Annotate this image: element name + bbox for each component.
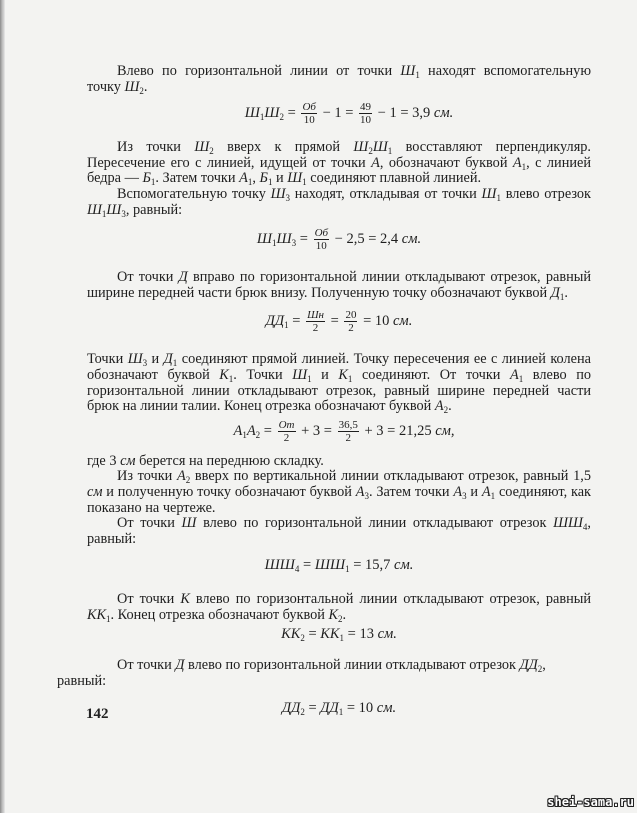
symbol: Ш (124, 78, 140, 95)
text-run: соединяют. От точки (352, 366, 511, 383)
symbol: А (453, 483, 463, 500)
fraction (359, 101, 372, 126)
symbol: К (219, 366, 229, 383)
text-run: берется на переднюю складку. (135, 452, 324, 469)
text-run: влево по горизонтальной линии откладывают отрезок, равный ширине передней части брюк на линии талии. Конец отрезка обозначают буквой (87, 366, 591, 415)
subscript: 1 (490, 490, 496, 501)
text-run: . (342, 606, 347, 623)
text-run: + 3 = 21,25 (364, 422, 432, 439)
text-run: , с линией бедра — (87, 154, 591, 187)
text-run: Точки (87, 351, 128, 368)
text-run: . Конец отрезка обозначают буквой (110, 606, 329, 623)
text-run: вверх к прямой (213, 139, 354, 156)
symbol: Ш (106, 201, 122, 218)
text-run: . (448, 398, 452, 415)
unit: см. (394, 557, 414, 574)
text-run: влево по горизонтальной линии откладывают отрезок (196, 515, 554, 532)
formula (87, 700, 591, 716)
denominator: 10 (303, 114, 315, 127)
paragraph (87, 592, 591, 623)
text-run: и (311, 366, 339, 383)
subscript: 2 (279, 112, 285, 123)
text-run: . Точки (233, 366, 293, 383)
text-run: , (252, 170, 260, 187)
text-run: соединяют, как показано на чертеже. (87, 483, 591, 516)
symbol: Ш (127, 351, 143, 368)
denominator: 2 (312, 322, 319, 335)
subscript: 2 (209, 146, 214, 157)
subscript: 1 (559, 291, 565, 302)
symbol: А (233, 422, 243, 439)
symbol: Ш (264, 105, 280, 122)
subscript: 1 (307, 373, 312, 384)
subscript: 1 (101, 208, 107, 219)
symbol: Ш (270, 185, 286, 202)
symbol: Ш (287, 170, 303, 187)
text-run: , равный: (125, 201, 183, 218)
text-run: вправо по горизонтальной линии откладывают отрезок, равный ширине передней части брюк внизу. Полученную точку обозначают буквой (87, 269, 591, 301)
text-run: Влево по горизонтальной линии от точки (117, 63, 401, 79)
symbol: К (328, 606, 339, 623)
subscript: 3 (291, 237, 297, 248)
numerator: 49 (360, 101, 372, 114)
subscript: 1 (259, 112, 265, 123)
symbol: Д (265, 313, 275, 330)
subscript: 3 (285, 192, 291, 203)
text-run: находят, откладывая от точки (290, 185, 482, 202)
subscript: 1 (415, 70, 420, 80)
symbol: К (338, 366, 348, 383)
symbol: Ш (292, 366, 308, 383)
unit: см. (393, 313, 413, 330)
fraction (344, 309, 357, 334)
subscript: 1 (272, 237, 277, 248)
subscript: 1 (172, 358, 178, 369)
paragraph (87, 64, 591, 95)
fraction (314, 227, 329, 252)
text-run: , (542, 657, 546, 674)
text-run: , обозначают буквой (379, 154, 513, 171)
symbol: Ш (276, 230, 292, 247)
formula: $Ш_1Ш_3$ = $\frac{Об}{10}$ − 2,5 = 2,4 см. (256, 227, 422, 253)
fraction (278, 419, 296, 444)
symbol: Ш (194, 139, 210, 156)
unit: см. (433, 105, 454, 122)
numerator: 36,5 (338, 418, 358, 431)
formula: $ДД_1$ = $\frac{Шн}{2}$ = $\frac{20}{2}$ = 10 см. (265, 309, 413, 335)
text-run: и (147, 351, 164, 368)
subscript: 3 (364, 490, 369, 501)
symbol: КК (320, 626, 340, 643)
fraction (338, 419, 359, 444)
page-number: 142 (86, 706, 109, 722)
text-run: влево по горизонтальной линии откладывают отрезок (184, 657, 520, 674)
unit: см. (377, 626, 397, 643)
unit: см (87, 483, 103, 500)
text-run: , равный: (87, 515, 591, 547)
symbol: Ш (353, 139, 369, 156)
text-run: . (564, 284, 568, 301)
text-run: соединяют прямой линией. Точку пересечения ее с линией колена обозначают буквой (87, 351, 591, 383)
symbol: А (239, 170, 248, 187)
denominator: 2 (283, 431, 290, 444)
symbol: ШШ (264, 557, 295, 574)
symbol: А (355, 483, 365, 500)
text-run: − 1 = 3,9 (377, 105, 431, 122)
symbol: ДД (281, 699, 301, 716)
text-run: От точки (117, 269, 179, 286)
numerator: От (278, 418, 295, 431)
watermark-logo: shei-sama.ru (547, 795, 634, 809)
subscript: 1 (338, 706, 344, 717)
text-run: = 10 (346, 699, 374, 716)
symbol: Ш (87, 201, 102, 218)
text-run: От точки (117, 657, 176, 674)
symbol: Б (142, 170, 151, 187)
subscript: 1 (247, 177, 253, 188)
page-body (57, 63, 592, 717)
symbol: Д (175, 657, 185, 674)
text-run: соединяют плавной линией. (306, 170, 482, 187)
subscript: 1 (339, 633, 345, 644)
symbol: А (510, 366, 519, 383)
subscript: 4 (582, 522, 588, 533)
subscript: 3 (121, 208, 126, 219)
symbol: Д (550, 284, 560, 301)
subscript: 1 (150, 177, 156, 188)
subscript: 2 (443, 405, 449, 416)
symbol: А (434, 398, 444, 415)
subscript: 2 (537, 664, 543, 675)
denominator: 2 (345, 431, 351, 444)
subscript: 2 (368, 146, 373, 157)
text-run: = (308, 626, 317, 643)
denominator: 10 (315, 240, 327, 253)
text-run: влево отрезок (500, 185, 592, 202)
text-run: вверх по вертикальной линии откладывают отрезок, равный 1,5 (190, 468, 591, 485)
symbol: Ш (481, 185, 497, 202)
subscript: 1 (387, 146, 393, 157)
paragraph (87, 140, 591, 187)
subscript: 4 (294, 564, 300, 575)
scan-edge-shadow (0, 0, 5, 813)
subscript: 2 (139, 85, 144, 96)
symbol: КК (281, 626, 301, 643)
text-run: − 2,5 = 2,4 (334, 230, 399, 247)
symbol: Ш (244, 105, 260, 122)
symbol: Ш (372, 139, 388, 156)
fraction (301, 101, 316, 126)
subscript: 1 (228, 373, 234, 384)
text-run: и (466, 483, 482, 500)
numerator: Шн (307, 309, 324, 322)
text-run: = 15,7 (353, 557, 391, 574)
symbol: А (371, 154, 380, 171)
symbol: К (180, 591, 190, 608)
symbol: Д (178, 269, 188, 286)
paragraph (87, 516, 591, 547)
subscript: 2 (300, 633, 305, 644)
subscript: 1 (345, 564, 350, 575)
subscript: 3 (462, 490, 467, 501)
subscript: 3 (142, 358, 148, 369)
text-run: + 3 = (301, 422, 332, 439)
symbol: ШШ (553, 515, 583, 532)
unit: см, (435, 422, 455, 439)
text-run: . Затем точки (155, 170, 240, 187)
formula: $А_1А_2$ = $\frac{От}{2}$ + 3 = $\frac{36,5}{2}$ + 3 = 21,25 см, (233, 418, 455, 444)
subscript: 1 (106, 613, 111, 624)
unit: см. (401, 230, 422, 247)
text-run: = (303, 557, 312, 574)
subscript: 1 (302, 177, 307, 188)
text-run: . (143, 78, 148, 95)
subscript: 1 (518, 373, 524, 384)
symbol: ШШ (314, 557, 346, 574)
symbol: А (512, 154, 522, 171)
text-run: находят вспомогательную точку (87, 63, 592, 95)
text-run: равный: (57, 673, 107, 690)
formula (87, 626, 591, 642)
unit: см (120, 452, 136, 469)
text-run: Из точки (117, 139, 195, 156)
symbol: Ш (256, 230, 272, 247)
symbol: ДД (519, 657, 538, 674)
denominator: 10 (360, 114, 372, 127)
subscript: 1 (242, 429, 247, 440)
symbol: Ш (181, 515, 197, 532)
text-run: = (308, 699, 317, 716)
symbol: А (176, 468, 186, 485)
symbol: Ш (400, 63, 416, 79)
formula: $Ш_1Ш_2$ = $\frac{Об}{10}$ − 1 = $\frac{49}{10}$ − 1 = 3,9 см. (244, 101, 454, 127)
subscript: 2 (300, 706, 305, 717)
text-run: где 3 (87, 452, 121, 469)
paragraph (57, 657, 591, 690)
numerator: Об (314, 227, 329, 240)
symbol: А (246, 422, 256, 439)
paragraph (87, 187, 591, 218)
subscript: 2 (255, 429, 261, 440)
text-run: От точки (117, 591, 181, 608)
text-run: влево по горизонтальной линии откладывают отрезок, равный (189, 591, 591, 608)
numerator: 20 (345, 309, 357, 322)
symbol: ДД (320, 699, 339, 716)
fraction (306, 309, 325, 334)
numerator: Об (302, 101, 316, 114)
subscript: 2 (185, 475, 191, 486)
text-run: От точки (117, 515, 182, 532)
symbol: Д (274, 313, 285, 330)
paragraph (87, 352, 591, 414)
symbol: Б (259, 170, 268, 187)
subscript: 1 (347, 373, 353, 384)
denominator: 2 (348, 322, 354, 335)
text-run: Вспомогательную точку (117, 185, 271, 202)
text-run: = 13 (347, 626, 374, 643)
text-run: Из точки (117, 468, 177, 485)
subscript: 2 (338, 613, 343, 624)
paragraph (87, 469, 591, 516)
text-run: и (272, 170, 288, 187)
symbol: Д (163, 351, 173, 368)
paragraph (87, 454, 591, 470)
unit: см. (376, 699, 397, 716)
text-run: и полученную точку обозначают буквой (102, 483, 356, 500)
text-run: восставляют перпендикуляр. Пересечение его с линией, идущей от точки (87, 139, 591, 171)
subscript: 1 (496, 192, 501, 203)
text-run: = 10 (363, 313, 390, 330)
subscript: 1 (521, 161, 527, 172)
formula (87, 557, 591, 573)
symbol: КК (87, 606, 106, 623)
text-run: = (330, 313, 339, 330)
text-run: . Затем точки (368, 483, 454, 500)
subscript: 1 (284, 320, 289, 331)
paragraph (87, 270, 591, 301)
symbol: А (481, 483, 491, 500)
text-run: − 1 = (322, 105, 354, 122)
subscript: 1 (267, 177, 273, 188)
